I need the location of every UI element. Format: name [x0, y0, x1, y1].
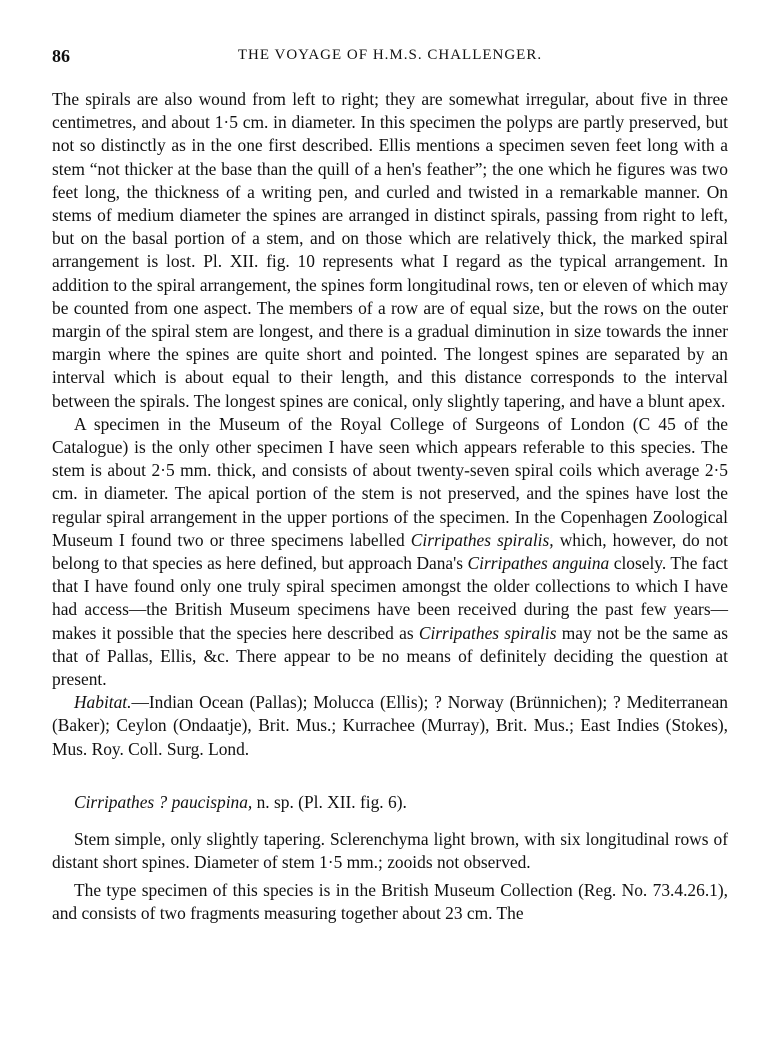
- species-name-italic: Cirripathes spiralis: [418, 622, 557, 643]
- habitat-label: Habitat.: [74, 692, 132, 713]
- species-name-italic: Cirripathes spiralis,: [410, 529, 554, 550]
- text-body: [52, 88, 728, 925]
- running-title: THE VOYAGE OF H.M.S. CHALLENGER.: [237, 47, 543, 63]
- species-name-italic: Cirripathes anguina: [467, 553, 610, 574]
- paragraph-museum-specimen: [52, 413, 728, 691]
- paragraph-habitat: [52, 691, 728, 761]
- paragraph-spiral-description: The spirals are also wound from left to right; they are somewhat irregular, about five in three centimetres, and about 1·5 cm. in diameter. In this specimen the polyps are partly preserved, but not so distinctly as in the one first described. Ellis mentions a specimen seven feet long with a stem “not thicker at the base than the quill of a hen's feather”; the one which he figures was two feet long, the thickness of a writing pen, and curled and twisted in a remarkable manner. On stems of medium diameter the spines are arranged in distinct spirals, passing from right to left, but on the basal portion of a stem, and on those which are relatively thick, the marked spiral arrangement is lost. Pl. XII. fig. 10 represents what I regard as the typical arrangement. In addition to the spiral arrangement, the spines form longitudinal rows, ten or eleven of which may be counted from one aspect. The members of a row are of equal size, but the rows on the outer margin of the spiral stem are longest, and there is a gradual diminution in size towards the inner margin where the spines are quite short and pointed. The longest spines are separated by an interval which is about equal to their length, and this distance corresponds to the interval between the spirals. The longest spines are conical, only slightly tapering, and have a blunt apex.: [52, 89, 728, 411]
- species-heading: [52, 791, 728, 814]
- species-heading-name: Cirripathes ? paucispina,: [74, 791, 253, 812]
- paragraph-type-specimen: The type specimen of this species is in the British Museum Collection (Reg. No. 73.4.26.1), and consists of two fragments measuring together about 23 cm. The: [52, 879, 728, 923]
- text-run: which, however, do not belong to that species as here defined, but approach Dana's: [52, 529, 728, 574]
- habitat-text: —Indian Ocean (Pallas); Molucca (Ellis); ? Norway (Brünnichen); ? Mediterranean (Baker); Ceylon (Ondaatje), Brit. Mus.; Kurrachee (Murray), Brit. Mus.; East Indies (Stokes), Mus. Roy. Coll. Surg. Lond.: [52, 692, 728, 759]
- text-run: A specimen in the Museum of the Royal College of Surgeons of London (C 45 of the Catalogue) is the only other specimen I have seen which appears referable to this species. The stem is about 2·5 mm. thick, and consists of about twenty-seven spiral coils which average 2·5 cm. in diameter. The apical portion of the stem is not preserved, and the spines have lost the regular spiral arrangement in the upper portions of the specimen. In the Copenhagen Zoological Museum I found two or three specimens labelled: [52, 413, 728, 550]
- running-header: [52, 46, 728, 70]
- text-run: may not be the same as that of Pallas, Ellis, &c. There appear to be no means of definitely deciding the question at present.: [52, 622, 728, 690]
- page-number: 86: [52, 46, 70, 66]
- species-heading-rest: n. sp. (Pl. XII. fig. 6).: [252, 791, 407, 812]
- text-run: closely. The fact that I have found only one truly spiral specimen amongst the older collections to which I have had access—the British Museum specimens have been received during the past few years—makes it possible that the species here described as: [52, 553, 728, 643]
- paragraph-species-description: Stem simple, only slightly tapering. Sclerenchyma light brown, with six longitudinal rows of distant short spines. Diameter of stem 1·5 mm.; zooids not observed.: [52, 829, 728, 873]
